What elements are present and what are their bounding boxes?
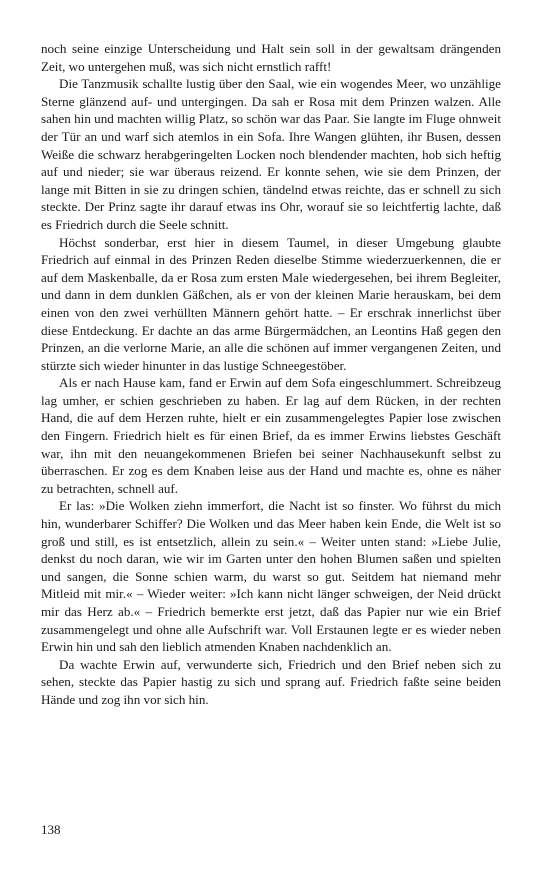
paragraph-continuation: noch seine einzige Unterscheidung und Halt sein soll in der gewaltsam drängenden Zeit, wo untergehen muß, was sich nicht ernstlich rafft!	[41, 41, 501, 74]
paragraph-dance-music: Die Tanzmusik schallte lustig über den Saal, wie ein wogendes Meer, wo unzählige Sterne glänzend auf- und untergingen. Da sah er Rosa mit dem Prinzen walzen. Alle sahen hin und machten willig Platz, so schön war das Paar. Sie langte im Fluge ohnweit der Tür an und warf sich atemlos in ein Sofa. Ihre Wangen glühten, ihr Busen, dessen Weiße die schwarz herabgeringelten Locken noch blendender machten, hob sich heftig auf und nieder; sie war überaus reizend. Er konnte sehen, wie sie dem Prinzen, der lange mit Bitten in sie zu dringen schien, tändelnd etwas reichte, das er schnell zu sich steckte. Der Prinz sagte ihr darauf etwas ins Ohr, worauf sie so leichtfertig lachte, daß es Friedrich durch die Seele schnitt.	[41, 76, 501, 232]
paragraph-erwin-asleep: Als er nach Hause kam, fand er Erwin auf dem Sofa eingeschlummert. Schreibzeug lag umher, er schien geschrieben zu haben. Er lag auf dem Rücken, in der rechten Hand, die auf dem Herzen ruhte, hielt er ein zusammengelegtes Papier lose zwischen den Fingern. Friedrich hielt es für einen Brief, da es immer Erwins liebstes Geschäft war, ihn mit den neuangekommenen Briefen bei seiner Nachhausekunft selbst zu überraschen. Er zog es dem Knaben leise aus der Hand und machte es, ohne es näher zu betrachten, schnell auf.	[41, 375, 501, 496]
paragraph-letter-reading: Er las: »Die Wolken ziehn immerfort, die Nacht ist so finster. Wo führst du mich hin, wunderbarer Schiffer? Die Wolken und das Meer haben kein Ende, die Welt ist so groß und still, es ist entsetzlich, allein zu sein.« – Weiter unten stand: »Liebe Julie, denkst du noch daran, wie wir im Garten unter den hohen Blumen saßen und spielten und sangen, die Sonne schien warm, du warst so gut. Seitdem hat niemand mehr Mitleid mit mir.« – Wieder weiter: »Ich kann nicht länger schweigen, der Neid drückt mir das Herz ab.« – Friedrich bemerkte erst jetzt, daß das Papier nur wie ein Brief zusammengelegt und ohne alle Aufschrift war. Voll Erstaunen legte er es wieder neben Erwin hin und sah den lieblich atmenden Knaben nachdenklich an.	[41, 498, 501, 655]
paragraph-prince-voice: Höchst sonderbar, erst hier in diesem Taumel, in dieser Umgebung glaubte Friedrich auf einmal in des Prinzen Reden dieselbe Stimme wiederzuerkennen, die er auf dem Maskenballe, da er Rosa zum ersten Male wiedergesehen, bei ihrem Begleiter, und dann in dem dunklen Gäßchen, als er von der kleinen Marie herauskam, bei dem einen von den zwei verhüllten Männern gehört hatte. – Er erschrak innerlichst über diese Entdeckung. Er dachte an das arme Bürgermädchen, an Leontins Haß gegen den Prinzen, an die verlorne Marie, an alle die schönen auf immer vergangenen Zeiten, und stürzte sich wieder hinunter in das lustige Schneegestöber.	[41, 234, 501, 373]
paragraph-erwin-wakes: Da wachte Erwin auf, verwunderte sich, Friedrich und den Brief neben sich zu sehen, steckte das Papier hastig zu sich und sprang auf. Friedrich faßte seine beiden Hände und zog ihn vor sich hin.	[41, 656, 501, 707]
page-number: 138	[41, 822, 61, 837]
page-body	[41, 40, 501, 709]
